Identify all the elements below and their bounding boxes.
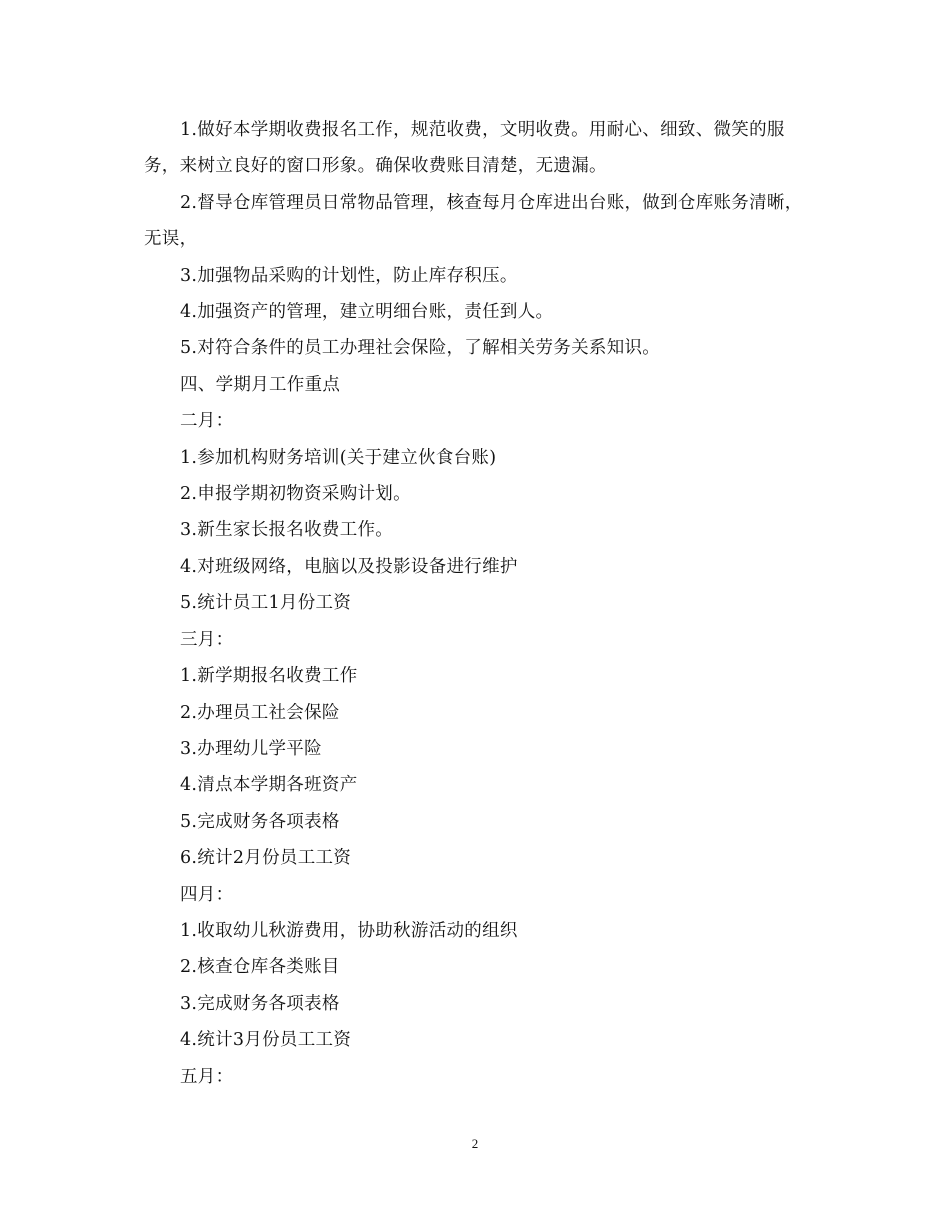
mar-item-4: 4.清点本学期各班资产: [180, 775, 358, 796]
month-heading-may: 五月：: [180, 1066, 234, 1087]
paragraph-item-4: 4.加强资产的管理，建立明细台账，责任到人。: [180, 302, 554, 323]
mar-item-6: 6.统计2月份员工工资: [180, 848, 352, 869]
apr-item-2: 2.核查仓库各类账目: [180, 957, 340, 978]
feb-item-4: 4.对班级网络，电脑以及投影设备进行维护: [180, 556, 518, 577]
month-heading-feb: 二月：: [180, 411, 234, 432]
paragraph-item-3: 3.加强物品采购的计划性，防止库存积压。: [180, 265, 518, 286]
month-heading-mar: 三月：: [180, 629, 234, 650]
apr-item-3: 3.完成财务各项表格: [180, 993, 340, 1014]
mar-item-5: 5.完成财务各项表格: [180, 811, 340, 832]
mar-item-2: 2.办理员工社会保险: [180, 702, 340, 723]
feb-item-3: 3.新生家长报名收费工作。: [180, 520, 394, 541]
paragraph-item-2: 2.督导仓库管理员日常物品管理，核查每月仓库进出台账，做到仓库账务清晰，无误，: [144, 192, 803, 250]
paragraph-item-5: 5.对符合条件的员工办理社会保险，了解相关劳务关系知识。: [180, 338, 661, 359]
apr-item-4: 4.统计3月份员工工资: [180, 1030, 352, 1051]
apr-item-1: 1.收取幼儿秋游费用，协助秋游活动的组织: [180, 920, 518, 941]
page-number: 2: [471, 1136, 479, 1151]
mar-item-3: 3.办理幼儿学平险: [180, 738, 322, 759]
feb-item-5: 5.统计员工1月份工资: [180, 593, 352, 614]
paragraph-item-1: 1.做好本学期收费报名工作，规范收费，文明收费。用耐心、细致、微笑的服务，来树立良好的窗口形象。确保收费账目清楚，无遗漏。: [144, 120, 785, 177]
month-heading-apr: 四月：: [180, 884, 234, 905]
section-heading: 四、学期月工作重点: [180, 374, 341, 395]
mar-item-1: 1.新学期报名收费工作: [180, 666, 358, 687]
feb-item-2: 2.申报学期初物资采购计划。: [180, 484, 411, 505]
page-body: [144, 112, 810, 1095]
feb-item-1: 1.参加机构财务培训(关于建立伙食台账): [180, 447, 497, 468]
